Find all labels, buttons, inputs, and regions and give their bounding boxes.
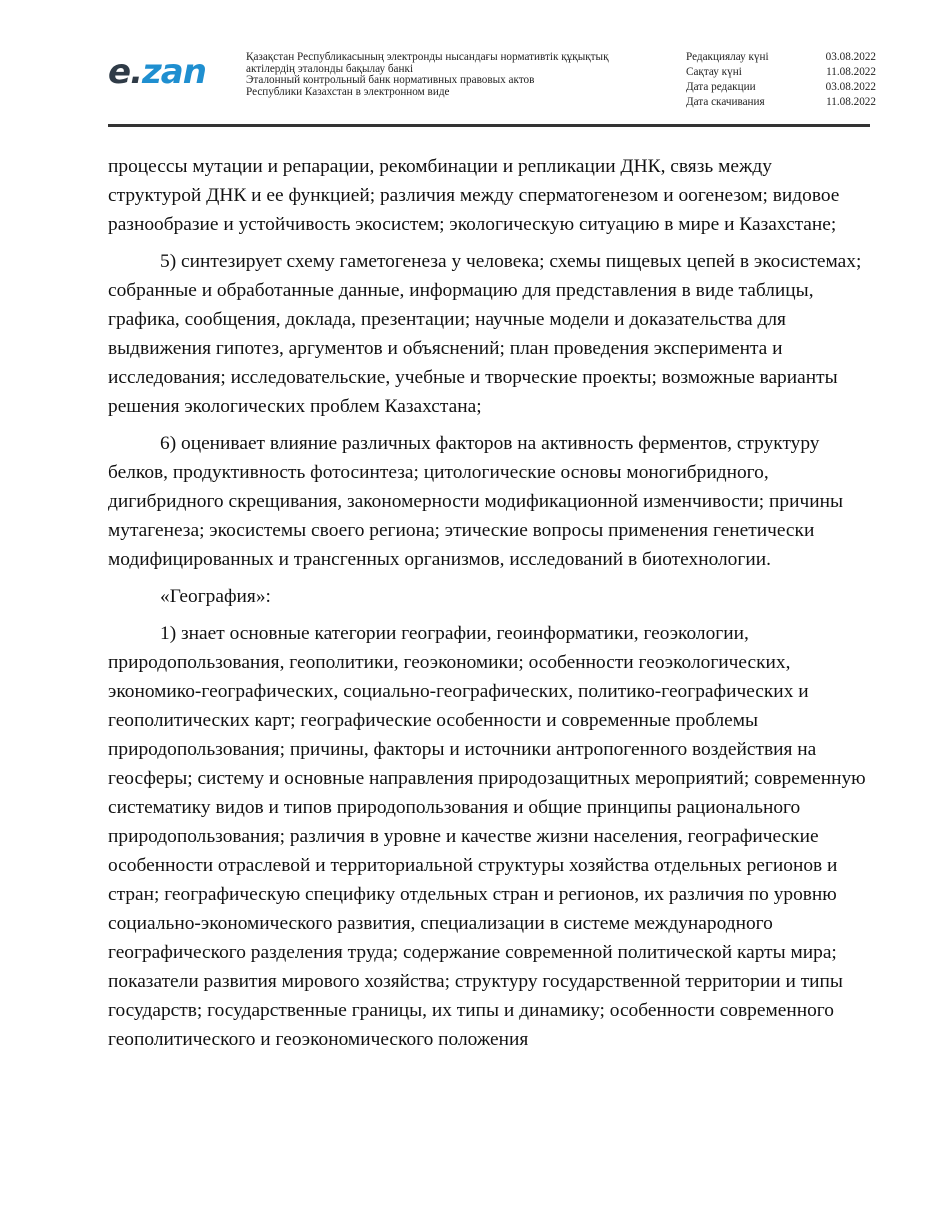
bank-description — [246, 52, 666, 98]
document-body — [108, 152, 868, 1062]
document-header — [108, 44, 876, 126]
description-line: Эталонный контрольный банк нормативных правовых актов — [246, 74, 535, 87]
date-value: 03.08.2022 — [825, 51, 876, 63]
description-line: Республики Казахстан в электронном виде — [246, 85, 450, 98]
date-label: Сақтау күні — [686, 66, 742, 78]
logo-e: e — [108, 52, 131, 92]
paragraph-item-5: 5) синтезирует схему гаметогенеза у человека; схемы пищевых цепей в экосистемах; собранные и обработанные данные, информацию для представления в виде таблицы, графика, сообщения, доклада, презентации; научные модели и доказательства для выдвижения гипотез, аргументов и объяснений; план проведения эксперимента и исследования; исследовательские, учебные и творческие проекты; возможные варианты решения экологических проблем Казахстана; — [108, 251, 862, 417]
date-value: 11.08.2022 — [826, 96, 876, 108]
paragraph-item-6: 6) оценивает влияние различных факторов на активность ферментов, структуру белков, продуктивность фотосинтеза; цитологические основы моногибридного, дигибридного скрещивания, закономерности модификационной изменчивости; причины мутагенеза; экосистемы своего региона; этические вопросы применения генетически модифицированных и трансгенных организмов, исследований в биотехнологии. — [108, 433, 843, 570]
paragraph-item-1: 1) знает основные категории географии, геоинформатики, геоэкологии, природопользования, геополитики, геоэкономики; особенности геоэкологических, экономико-географических, социально-географических, политико-географических и геополитических карт; географические особенности и современные проблемы природопользования; причины, факторы и источники антропогенного воздействия на геосферы; систему и основные направления природозащитных мероприятий; современную систематику видов и типов природопользования и общие принципы рационального природопользования; различия в уровне и качестве жизни населения, географические особенности отраслевой и территориальной структуры хозяйства отдельных регионов и стран; географическую специфику отдельных стран и регионов, их различия по уровню социально-экономического развития, специализации в системе международного географического разделения труда; содержание современной политической карты мира; показатели развития мирового хозяйства; структуру государственной территории и типы государств; государственные границы, их типы и динамику; особенности современного геополитического и геоэкономического положения — [108, 623, 866, 1050]
logo-zan: zan — [141, 52, 206, 92]
date-row-edit-ru — [686, 80, 876, 95]
description-line: Қазақстан Республикасының электронды нысандағы нормативтік құқықтық — [246, 51, 609, 63]
ezan-logo[interactable] — [108, 54, 228, 94]
header-divider — [108, 124, 870, 127]
description-line: актілердің эталонды бақылау банкі — [246, 62, 414, 75]
date-row-edit-kz — [686, 50, 876, 65]
date-label: Редакциялау күні — [686, 51, 769, 63]
date-value: 11.08.2022 — [826, 66, 876, 78]
paragraph-continuation: процессы мутации и репарации, рекомбинации и репликации ДНК, связь между структурой ДНК и ее функцией; различия между сперматогенезом и оогенезом; видовое разнообразие и устойчивость экосистем; экологическую ситуацию в мире и Казахстане; — [108, 156, 840, 235]
section-heading-geography: «География»: — [160, 586, 271, 607]
logo-dot: . — [130, 52, 142, 92]
date-row-save-kz — [686, 65, 876, 80]
date-table — [686, 50, 876, 110]
date-value: 03.08.2022 — [825, 81, 876, 93]
date-label: Дата редакции — [686, 81, 756, 93]
date-row-download-ru — [686, 95, 876, 110]
date-label: Дата скачивания — [686, 96, 765, 108]
